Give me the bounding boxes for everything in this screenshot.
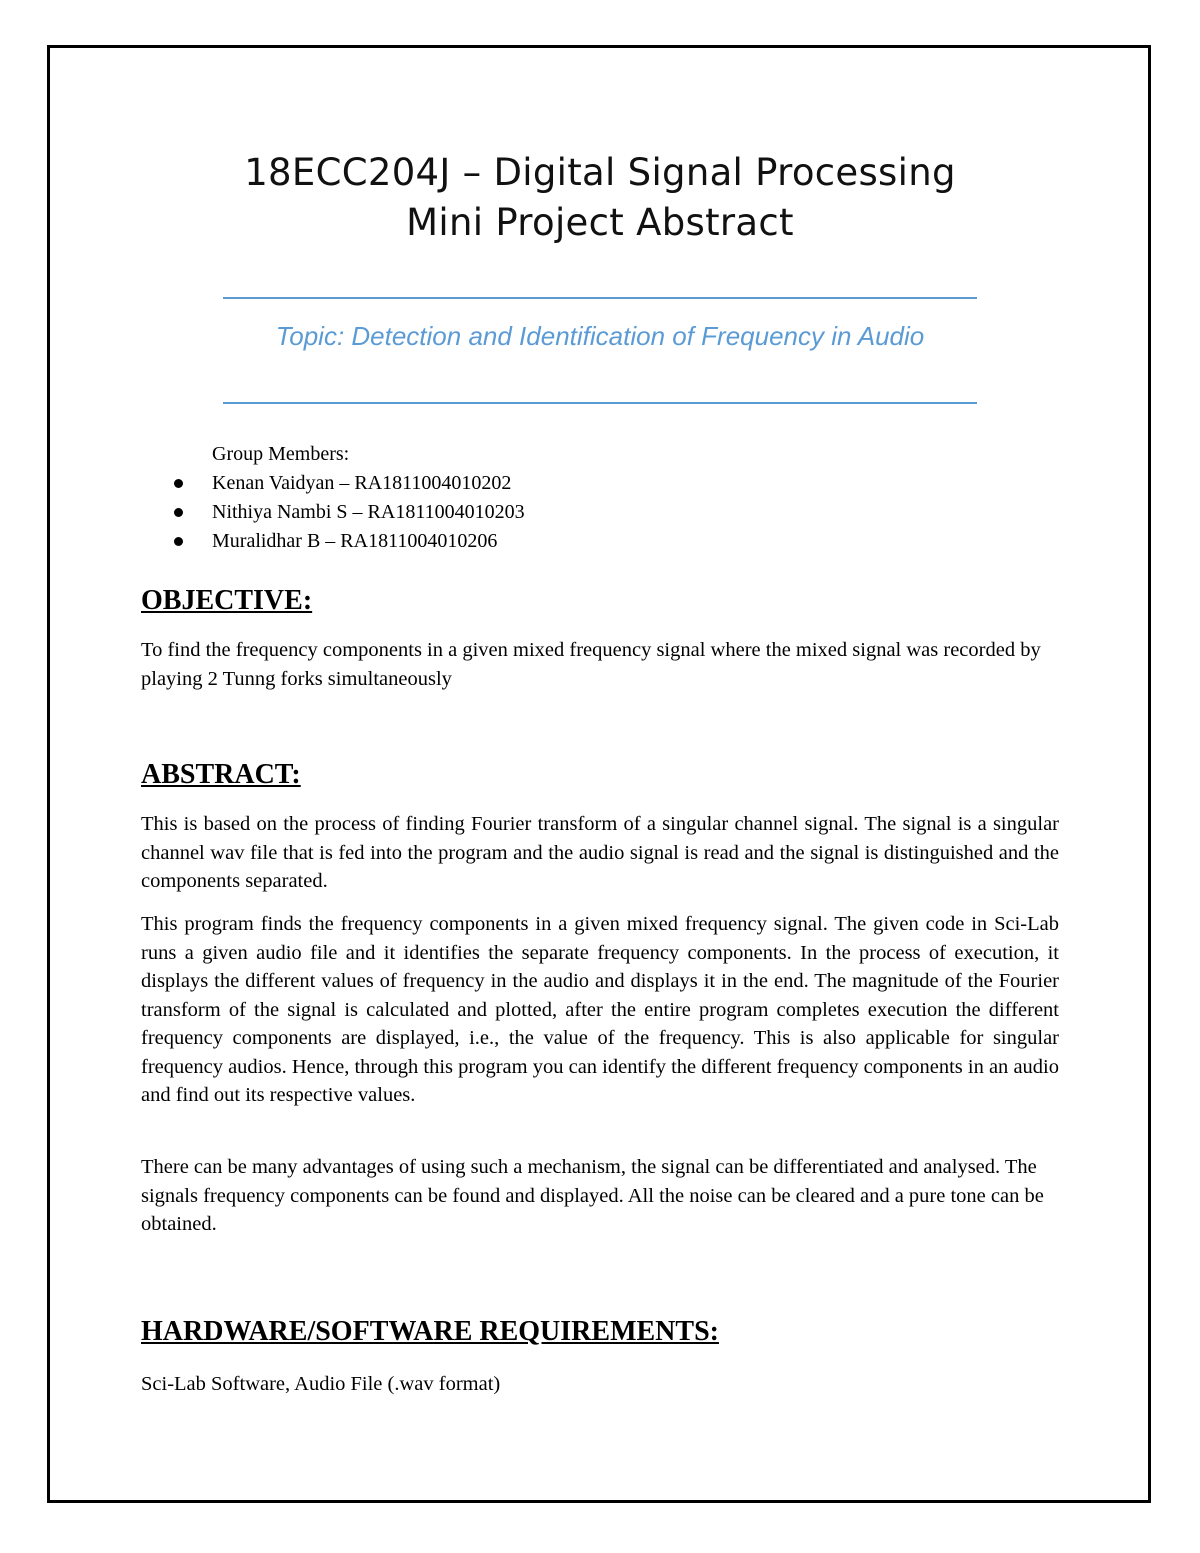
requirements-text: Sci-Lab Software, Audio File (.wav format) xyxy=(141,1373,501,1395)
objective-heading: OBJECTIVE: xyxy=(141,585,313,616)
topic-rule-bottom xyxy=(223,402,977,404)
bullet-icon xyxy=(174,508,183,517)
abstract-paragraph-1: This is based on the process of finding Fourier transform of a singular channel signal. The signal is a singular channel wav file that is fed into the program and the audio signal is read and the signal is distinguished and the components separated. xyxy=(141,813,1059,892)
member-name: Muralidhar B – RA1811004010206 xyxy=(212,530,498,552)
topic-text: Topic: Detection and Identification of Frequency in Audio xyxy=(275,321,925,351)
list-item xyxy=(168,498,525,527)
group-members-label: Group Members: xyxy=(212,443,350,465)
member-name: Kenan Vaidyan – RA1811004010202 xyxy=(212,472,512,494)
abstract-heading: ABSTRACT: xyxy=(141,759,301,790)
group-members-list xyxy=(168,469,525,556)
list-item xyxy=(168,527,525,556)
document-subtitle: Mini Project Abstract xyxy=(406,201,794,244)
bullet-icon xyxy=(174,479,183,488)
requirements-heading: HARDWARE/SOFTWARE REQUIREMENTS: xyxy=(141,1316,719,1347)
topic-rule-top xyxy=(223,297,977,299)
objective-text: To find the frequency components in a given mixed frequency signal where the mixed signal was recorded by playing 2 Tunng forks simultaneously xyxy=(141,639,1041,690)
abstract-paragraph-3: There can be many advantages of using such a mechanism, the signal can be differentiated and analysed. The signals frequency components can be found and displayed. All the noise can be cleared and a pure tone can be obtained. xyxy=(141,1156,1044,1235)
document-title: 18ECC204J – Digital Signal Processing xyxy=(244,151,956,194)
list-item xyxy=(168,469,525,498)
member-name: Nithiya Nambi S – RA1811004010203 xyxy=(212,501,525,523)
abstract-paragraph-2: This program finds the frequency components in a given mixed frequency signal. The given code in Sci-Lab runs a given audio file and it identifies the separate frequency components. In the process of execution, it displays the different values of frequency in the audio and displays it in the end. The magnitude of the Fourier transform of the signal is calculated and plotted, after the entire program completes execution the different frequency components are displayed, i.e., the value of the frequency. This is also applicable for singular frequency audios. Hence, through this program you can identify the different frequency components in an audio and find out its respective values. xyxy=(141,913,1059,1106)
bullet-icon xyxy=(174,537,183,546)
